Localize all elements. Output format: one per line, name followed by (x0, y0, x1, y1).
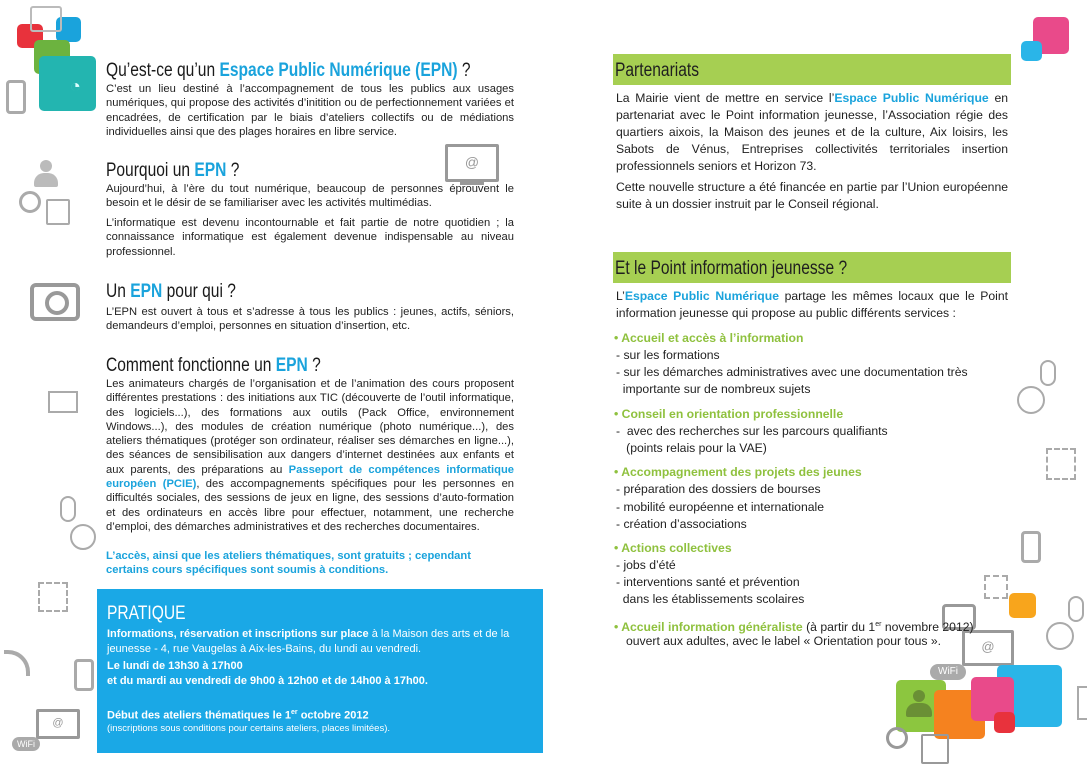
wifi-icon (4, 650, 30, 676)
title-highlight: EPN (130, 281, 163, 302)
checklist-icon (38, 582, 68, 612)
practical-info-box (97, 589, 543, 753)
mouse-icon-2 (1040, 360, 1056, 386)
deco-square-orange (1009, 593, 1036, 618)
service-heading-2: • Conseil en orientation professionnelle (614, 407, 844, 421)
cursor-globe-icon (70, 524, 96, 550)
globe-icon (1046, 622, 1074, 650)
section-text-epn-for-whom: L’EPN est ouvert à tous et s’adresse à tous les publics : jeunes, actifs, séniors, demandeurs d’emploi, personnes en situation d’insertion, etc. (106, 306, 514, 333)
partnerships-funding-text: Cette nouvelle structure a été financée en partie par l’Union européenne suite à un dossier instruit par le Conseil régional. (616, 180, 1008, 211)
film-reel-icon (19, 191, 41, 213)
service-heading-5: • Accueil information généraliste (614, 620, 803, 635)
pcie-highlight: Passeport de compétences informatique européen (PCIE) (106, 463, 514, 491)
deco-square-lightblue (1021, 41, 1042, 61)
section-text-how-epn-works: Les animateurs chargés de l’organisation et de l’animation des cours proposent différentes prestations : des initiations aux TIC (découverte de l’outil informatique, des logiciels...), des formations aux outils (Pack Office, environnement Windows...), des modules de création numérique (photo numérique...), des ateliers thématiques (protéger son ordinateur, réaliser ses démarches en ligne...), des séances de sensibilisation aux dangers d’internet destinées aux enfants et aux parents, des préparations au Passeport de compétences informatique européen (PCIE), des accompagnements spécifiques pour les personnes en difficultés sociales, des sessions de jeux en ligne, des sessions d’auto-formation et des ordinateurs en accès libre pour effectuer, notamment, une recherche d’emploi, des démarches administratives et des recherches documentaires. (106, 378, 515, 533)
edit-note-icon (1046, 448, 1076, 480)
deco-square-red-2 (994, 712, 1015, 733)
service-heading-4: • Actions collectives (614, 541, 732, 555)
pij-header-bar (613, 252, 1011, 283)
service-5-detail: ouvert aux adultes, avec le label « Orientation pour tous ». (626, 634, 942, 648)
pencil-note-icon (30, 6, 62, 32)
practical-info-line: Informations, réservation et inscriptions sur place à la Maison des arts et de la jeunesse - 4, rue Vaugelas à Aix-les-Bains, du lundi au vendredi. (107, 628, 510, 655)
service-5-line: • Accueil information généraliste (à partir du 1er novembre 2012) (614, 620, 974, 635)
service-heading-1: • Accueil et accès à l’information (614, 331, 804, 345)
mobile-phone-icon-2 (74, 659, 94, 691)
title-highlight: EPN (275, 355, 308, 376)
title-highlight: Espace Public Numérique (EPN) (219, 60, 458, 81)
epn-highlight: Espace Public Numérique (624, 289, 779, 303)
section-text-why-epn-2: L’informatique est devenu incontournable et fait partie de notre quotidien ; la connaissance informatique est également devenue indispensable au niveau professionnel. (106, 217, 514, 258)
section-title-epn-for-whom: Un EPN pour qui ? (106, 281, 236, 302)
service-4-item: - interventions santé et prévention (616, 575, 800, 589)
partnerships-header-bar (613, 54, 1011, 85)
practical-hours-week: et du mardi au vendredi de 9h00 à 12h00 et de 14h00 à 17h00. (107, 675, 428, 687)
pij-title: Et le Point information jeunesse ? (615, 258, 848, 279)
section-title-how-epn-works: Comment fonctionne un EPN ? (106, 355, 321, 376)
computer-at-icon: @ (36, 709, 80, 739)
mobile-phone-icon (6, 80, 26, 114)
mobile-phone-icon-3 (1021, 531, 1041, 563)
users-icon (34, 160, 58, 188)
film-reel-icon-2 (886, 727, 908, 749)
service-4-item: dans les établissements scolaires (616, 592, 805, 606)
free-access-note: L’accès, ainsi que les ateliers thématiques, sont gratuits ; cependant certains cours spécifiques sont soumis à conditions. (106, 550, 471, 577)
epn-highlight: Espace Public Numérique (834, 91, 989, 105)
wifi-badge-icon-2: WiFi (930, 664, 966, 680)
section-title-what-is-epn: Qu’est-ce qu’un Espace Public Numérique (EPN) ? (106, 60, 471, 81)
wifi-badge-icon: WiFi (12, 737, 40, 751)
service-1-item: - sur les démarches administratives avec une documentation très (616, 365, 968, 379)
calculator-icon-2 (921, 734, 949, 764)
service-1-item: importante sur de nombreux sujets (616, 382, 811, 396)
envelope-icon (48, 391, 78, 413)
calculator-icon (46, 199, 70, 225)
mouse-icon-3 (1068, 596, 1084, 622)
partnerships-text: La Mairie vient de mettre en service l’Espace Public Numérique en partenariat avec le Point information jeunesse, l’Association régie des quartiers aixois, la Maison des jeunes et de la culture, Aix loisirs, les Sabots de Vénus, Entreprises collectivités territoriales insertion professionnels seniors et Horizon 73. (616, 91, 1008, 173)
service-2-item: (points relais pour la VAE) (616, 441, 767, 455)
frame-edge-icon (1077, 686, 1087, 720)
practical-conditions-note: (inscriptions sous conditions pour certains ateliers, places limitées). (107, 723, 391, 734)
service-3-item: - création d’associations (616, 517, 747, 531)
service-3-item: - mobilité européenne et internationale (616, 500, 825, 514)
pij-intro-text: L’Espace Public Numérique partage les mêmes locaux que le Point information jeunesse qui propose au public différents services : (616, 289, 1009, 320)
service-2-item: - avec des recherches sur les parcours qualifiants (616, 424, 888, 438)
service-4-item: - jobs d’été (616, 558, 676, 572)
partnerships-title: Partenariats (615, 60, 700, 81)
mouse-icon (60, 496, 76, 522)
checklist-icon-2 (984, 575, 1008, 599)
practical-hours-monday: Le lundi de 13h30 à 17h00 (107, 660, 243, 672)
practical-workshops-start: Début des ateliers thématiques le 1er octobre 2012 (107, 709, 369, 722)
rss-icon: ◔ (70, 76, 81, 96)
section-text-why-epn-1: Aujourd’hui, à l’ère du tout numérique, beaucoup de personnes éprouvent le besoin et le désir de se familiariser avec les activités multimédias. (106, 183, 514, 210)
section-text-what-is-epn: C’est un lieu destiné à l’accompagnement de tous les publics aux usages numériques, qui propose des activités d’initition ou de perfectionnement variées et encadrées, de certification par le biais d’ateliers collectifs ou de médiations individuelles ainsi que des plages horaires en libre service. (106, 83, 514, 138)
service-3-item: - préparation des dossiers de bourses (616, 482, 821, 496)
cursor-globe-icon-2 (1017, 386, 1045, 414)
service-1-item: - sur les formations (616, 348, 720, 362)
computer-at-icon-3: @ (962, 630, 1014, 666)
title-highlight: EPN (194, 160, 227, 181)
section-title-why-epn: Pourquoi un EPN ? (106, 160, 240, 181)
service-heading-3: • Accompagnement des projets des jeunes (614, 465, 862, 479)
camera-icon (30, 283, 80, 321)
users-icon-2 (906, 690, 932, 720)
practical-title: PRATIQUE (107, 603, 186, 624)
computer-at-icon-2: @ (445, 144, 499, 182)
